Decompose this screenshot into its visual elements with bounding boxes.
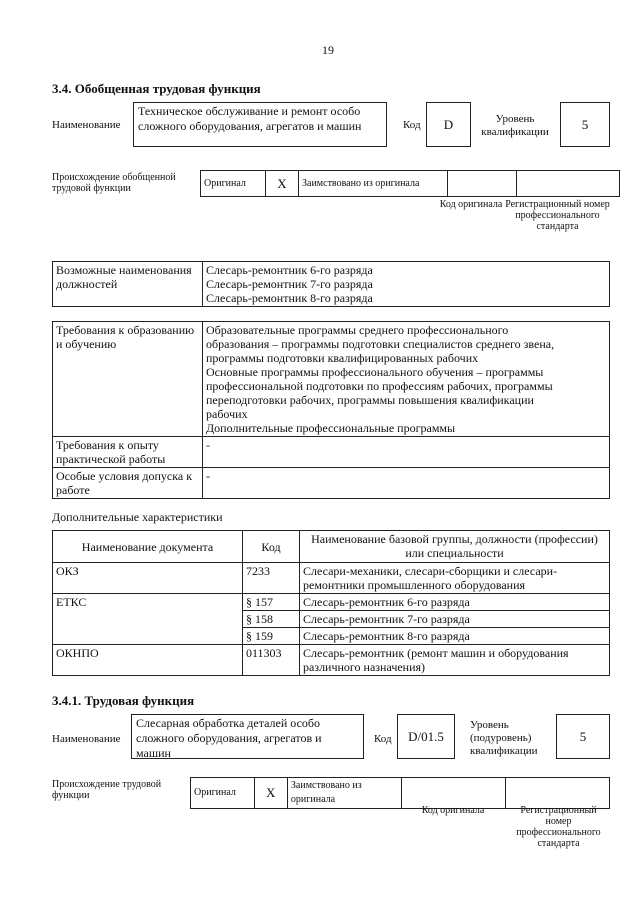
page-number: 19 [322,43,334,57]
code-value: D/01.5 [408,729,444,744]
special-conditions-label: Особые условия допуска к работе [53,468,203,499]
code-original-caption: Код оригинала [439,199,503,210]
level-label: Уровень (подуровень) квалификации [470,719,538,757]
origin-label: Происхождение трудовой функции [52,779,162,801]
education-line: рабочих [206,407,248,421]
code-label: Код [374,733,392,745]
level-value: 5 [579,729,587,744]
subsection-heading: 3.4.1. Трудовая функция [52,693,195,708]
header-document: Наименование документа [53,531,243,563]
function-name-box [133,102,387,147]
positions-table [52,261,610,307]
level-value: 5 [581,117,589,132]
name-label: Наименование [52,733,121,745]
code-box [426,102,471,147]
code-original-caption: Код оригинала [421,805,485,816]
doc-cell: ОКЗ [53,563,243,594]
group-name-cell: Слесарь-ремонтник 8-го разряда [300,628,610,645]
function-name-box [131,714,364,759]
original-label: Оригинал [201,171,266,197]
code-cell: § 157 [243,594,300,611]
doc-cell: ЕТКС [53,594,243,645]
original-label: Оригинал [191,778,255,809]
doc-cell: ОКНПО [53,645,243,676]
position-item: Слесарь-ремонтник 6-го разряда [206,263,373,277]
section-heading: 3.4. Обобщенная трудовая функция [52,81,261,96]
function-name-value: Слесарная обработка деталей особо сложного оборудования, агрегатов и машин [136,716,322,760]
code-cell: § 159 [243,628,300,645]
education-line: профессиональной подготовки по профессиям рабочих, программы [206,379,553,393]
header-group-name: Наименование базовой группы, должности (профессии) или специальности [300,531,610,563]
education-line: Основные программы профессионального обучения – программы [206,365,544,379]
level-box [556,714,610,759]
function-name-value: Техническое обслуживание и ремонт особо сложного оборудования, агрегатов и машин [138,104,362,133]
code-original-cell [401,778,505,809]
education-line: Дополнительные профессиональные программы [206,421,456,435]
borrowed-label: Заимствовано из оригинала [287,778,401,809]
original-mark: X [266,171,299,197]
education-line: Образовательные программы среднего профессионального [206,323,509,337]
reg-number-cell [505,778,609,809]
positions-label: Возможные наименования должностей [53,262,203,307]
original-mark: X [254,778,287,809]
reg-number-caption: Регистрационный номер профессионального стандарта [516,805,601,849]
positions-list [203,262,610,307]
code-box [397,714,455,759]
special-conditions-value: - [203,468,610,499]
origin-table [200,170,620,197]
group-name-cell: Слесарь-ремонтник 6-го разряда [300,594,610,611]
group-name-cell: Слесарь-ремонтник (ремонт машин и оборудования различного назначения) [300,645,610,676]
name-label: Наименование [52,119,121,131]
code-cell: 011303 [243,645,300,676]
group-name-cell: Слесари-механики, слесари-сборщики и слесари-ремонтники промышленного оборудования [300,563,610,594]
group-name-cell: Слесарь-ремонтник 7-го разряда [300,611,610,628]
code-original-cell [448,171,517,197]
education-label: Требования к образованию и обучению [53,322,203,437]
header-code: Код [243,531,300,563]
level-box [560,102,610,147]
level-label: Уровень квалификации [481,113,549,138]
code-cell: 7233 [243,563,300,594]
borrowed-label: Заимствовано из оригинала [299,171,448,197]
education-line: образования – программы подготовки специалистов среднего звена, [206,337,555,351]
reg-number-caption: Регистрационный номер профессионального стандарта [505,199,610,232]
code-cell: § 158 [243,611,300,628]
reg-number-cell [517,171,620,197]
additional-table [52,530,610,676]
education-line: программы подготовки квалифицированных рабочих [206,351,479,365]
code-value: D [443,117,454,132]
additional-title: Дополнительные характеристики [52,510,223,524]
origin-label: Происхождение обобщенной трудовой функции [52,172,176,194]
experience-value: - [203,437,610,468]
education-value [203,322,610,437]
position-item: Слесарь-ремонтник 8-го разряда [206,291,373,305]
position-item: Слесарь-ремонтник 7-го разряда [206,277,373,291]
experience-label: Требования к опыту практической работы [53,437,203,468]
requirements-table [52,321,610,499]
code-label: Код [403,119,421,131]
education-line: переподготовки рабочих, программы повышения квалификации [206,393,534,407]
